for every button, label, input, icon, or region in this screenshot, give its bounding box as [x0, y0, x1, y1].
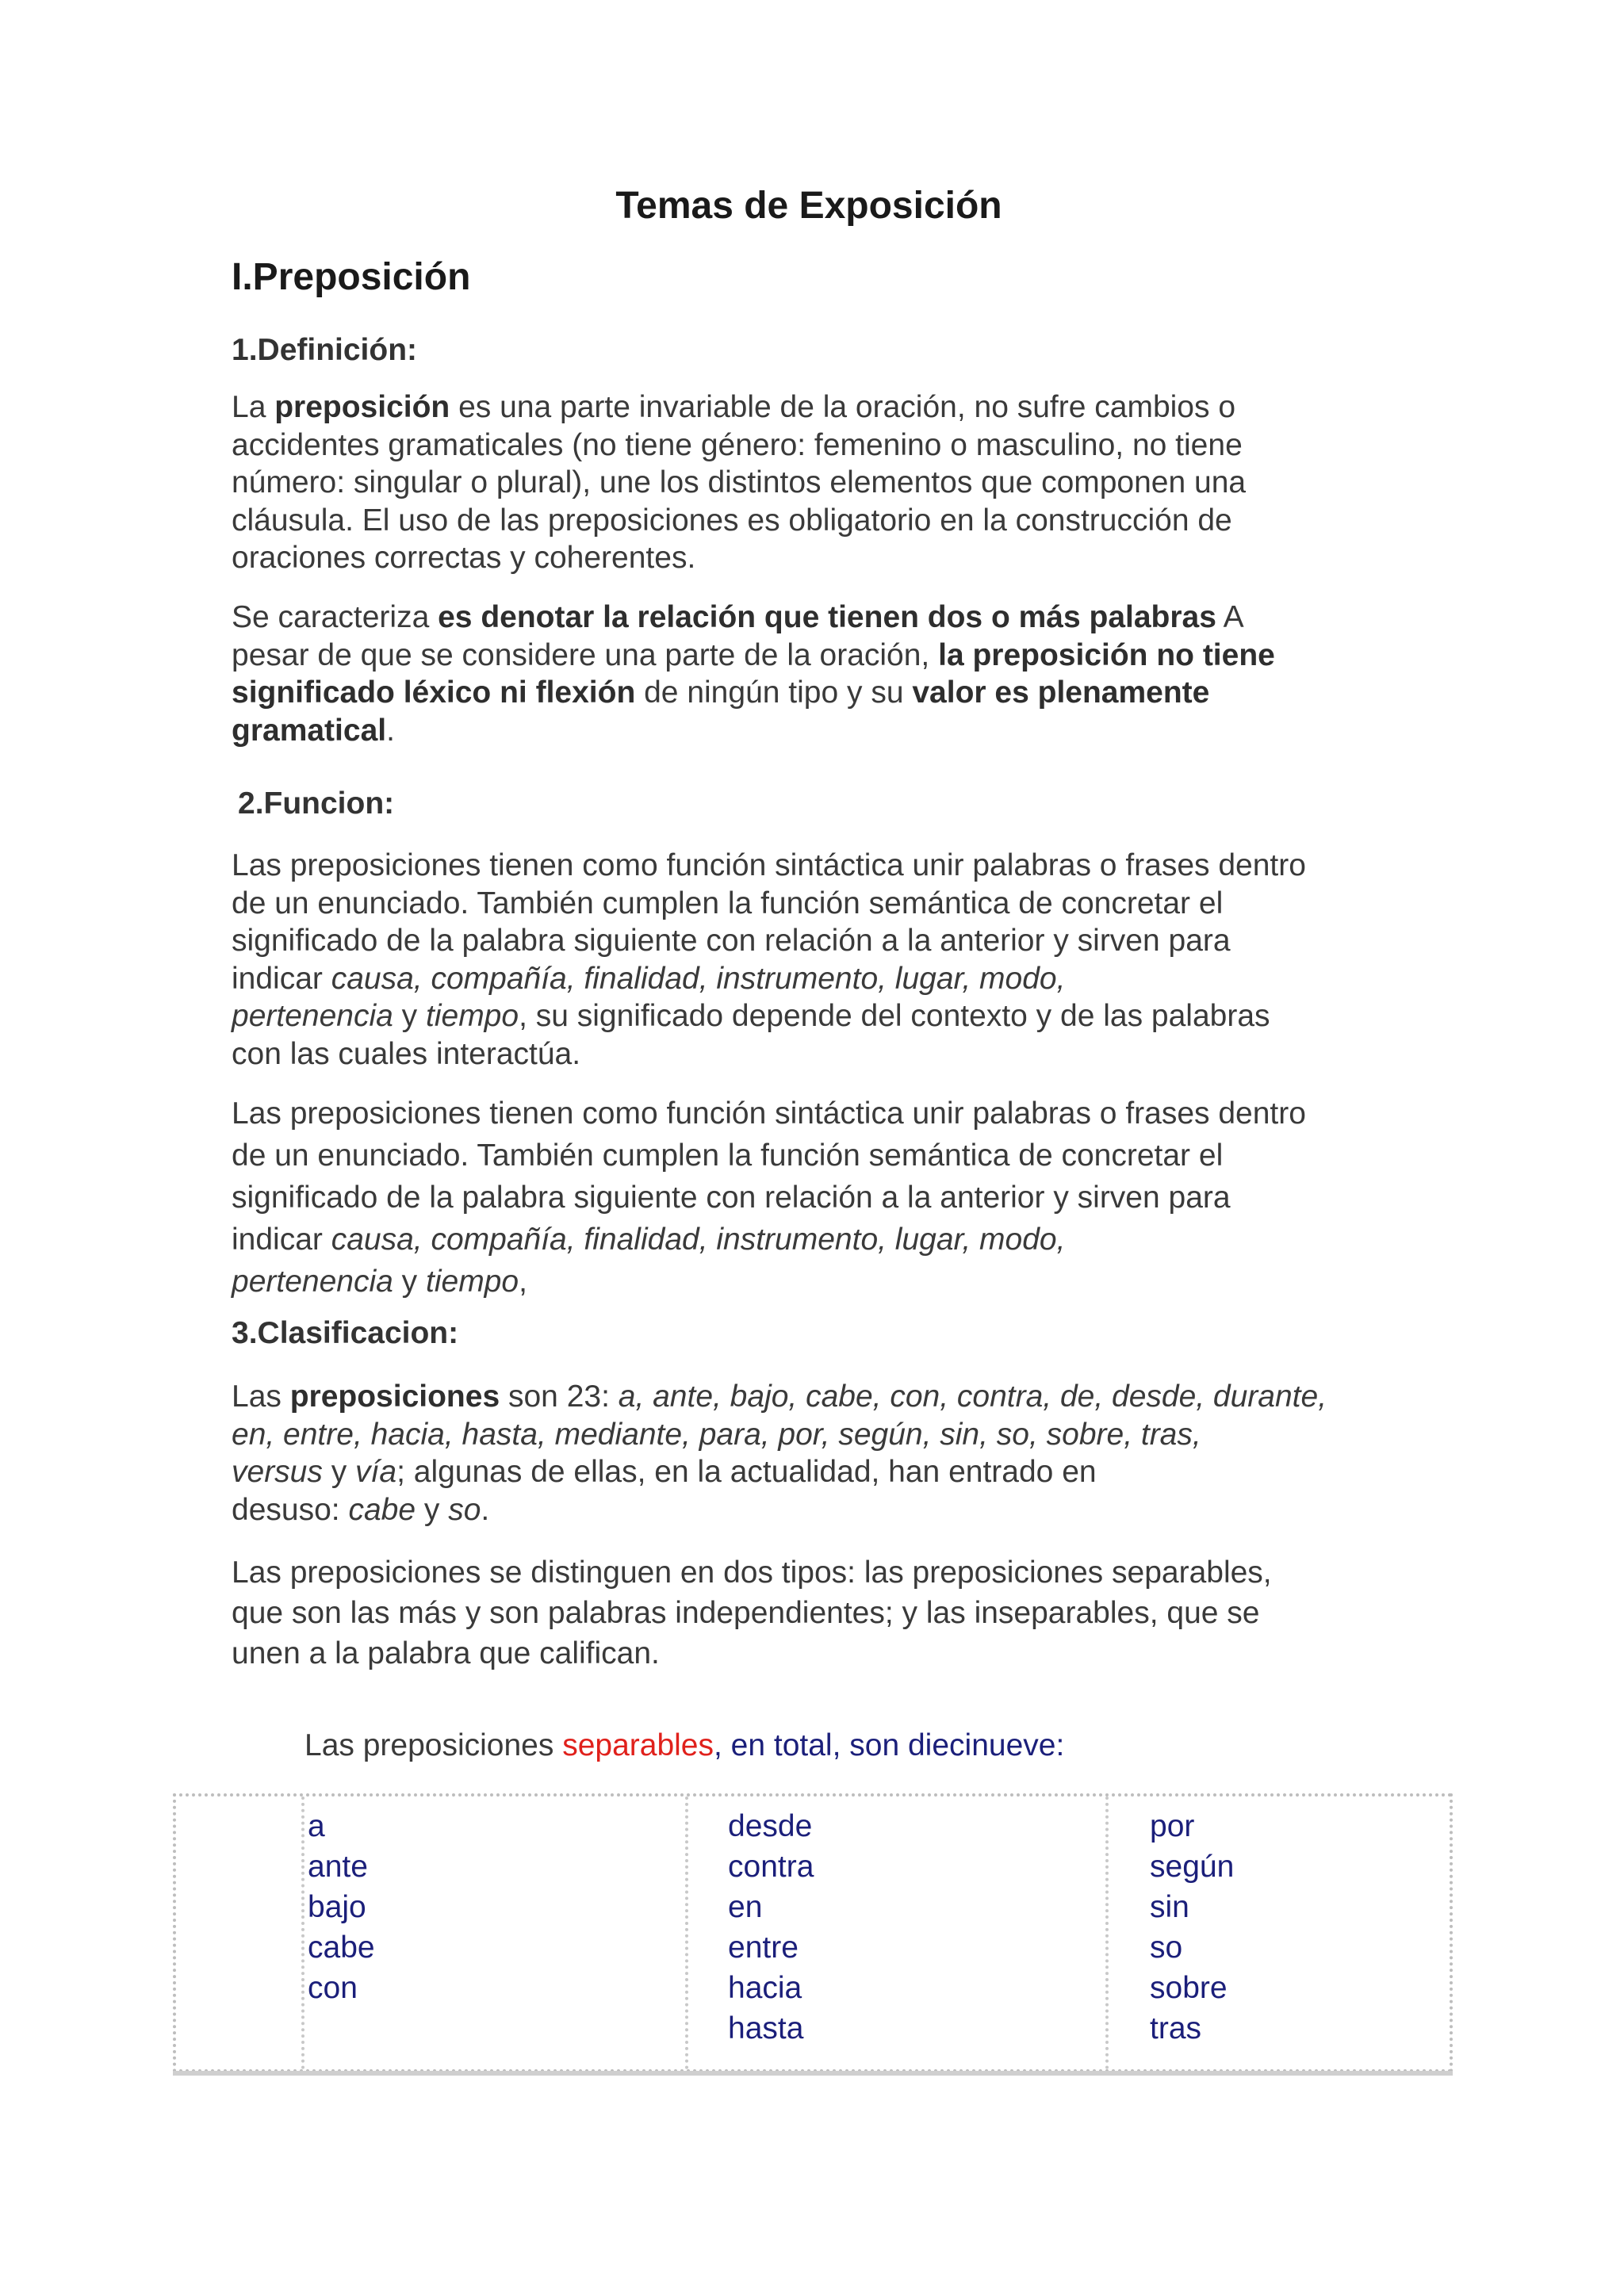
- funcion-paragraph-2: Las preposiciones tienen como función sintáctica unir palabras o frases dentro de un enunciado. También cumplen la función semántica de concretar el significado de la palabra siguiente con relación a la anterior y sirven para indicar causa, compañía, finalidad, instrumento, lugar, modo, pertenencia y tiempo,: [232, 1096, 1306, 1299]
- separables-intro: Las preposiciones separables, en total, son diecinueve:: [304, 1728, 1065, 1762]
- table-column-2: [728, 1806, 814, 2049]
- clasificacion-paragraph-2: Las preposiciones se distinguen en dos tipos: las preposiciones separables, que son las más y son palabras independientes; y las inseparables, que se unen a la palabra que califican.: [232, 1556, 1272, 1670]
- clasificacion-paragraph-1: Las preposiciones son 23: a, ante, bajo, cabe, con, contra, de, desde, durante, en, entre, hacia, hasta, mediante, para, por, según, sin, so, sobre, tras, versus y vía; algunas de ellas, en la actualidad, han entrado en desuso: cabe y so.: [232, 1380, 1327, 1527]
- table-cell: con: [308, 1971, 358, 2005]
- table-cell: tras: [1150, 2011, 1202, 2045]
- table-column-divider: [301, 1797, 304, 2069]
- funcion-paragraph-1: Las preposiciones tienen como función sintáctica unir palabras o frases dentro de un enunciado. También cumplen la función semántica de concretar el significado de la palabra siguiente con relación a la anterior y sirven para indicar causa, compañía, finalidad, instrumento, lugar, modo, pertenencia y tiempo, su significado depende del contexto y de las palabras con las cuales interactúa.: [232, 848, 1306, 1071]
- section-heading: I.Preposición: [232, 256, 471, 298]
- table-cell: desde: [728, 1809, 813, 1843]
- table-cell: sin: [1150, 1890, 1189, 1924]
- table-cell: bajo: [308, 1890, 366, 1924]
- document-title: Temas de Exposición: [615, 185, 1002, 227]
- table-cell: según: [1150, 1850, 1235, 1884]
- table-cell: cabe: [308, 1931, 375, 1965]
- table-cell: entre: [728, 1931, 799, 1965]
- table-column-3: [1150, 1806, 1234, 2049]
- table-cell: en: [728, 1890, 763, 1924]
- table-cell: sobre: [1150, 1971, 1228, 2005]
- separables-table: [173, 1793, 1453, 2072]
- definicion-heading: 1.Definición:: [232, 333, 418, 367]
- funcion-heading: 2.Funcion:: [238, 786, 395, 821]
- table-column-divider: [685, 1797, 688, 2069]
- table-bottom-border: [173, 2071, 1453, 2076]
- table-cell: so: [1150, 1931, 1183, 1965]
- table-cell: hacia: [728, 1971, 802, 2005]
- table-cell: por: [1150, 1809, 1195, 1843]
- table-cell: contra: [728, 1850, 814, 1884]
- table-cell: hasta: [728, 2011, 804, 2045]
- table-column-divider: [1105, 1797, 1109, 2069]
- definicion-paragraph-2: Se caracteriza es denotar la relación que tienen dos o más palabras A pesar de que se considere una parte de la oración, la preposición no tiene significado léxico ni flexión de ningún tipo y su valor es plenamente gramatical.: [232, 600, 1275, 748]
- clasificacion-heading: 3.Clasificacion:: [232, 1316, 459, 1350]
- table-column-1: [308, 1806, 375, 2008]
- table-cell: a: [308, 1809, 325, 1843]
- table-cell: ante: [308, 1850, 368, 1884]
- definicion-paragraph-1: La preposición es una parte invariable de la oración, no sufre cambios o accidentes gramaticales (no tiene género: femenino o masculino, no tiene número: singular o plural), une los distintos elementos que componen una cláusula. El uso de las preposiciones es obligatorio en la construcción de oraciones correctas y coherentes.: [232, 390, 1247, 575]
